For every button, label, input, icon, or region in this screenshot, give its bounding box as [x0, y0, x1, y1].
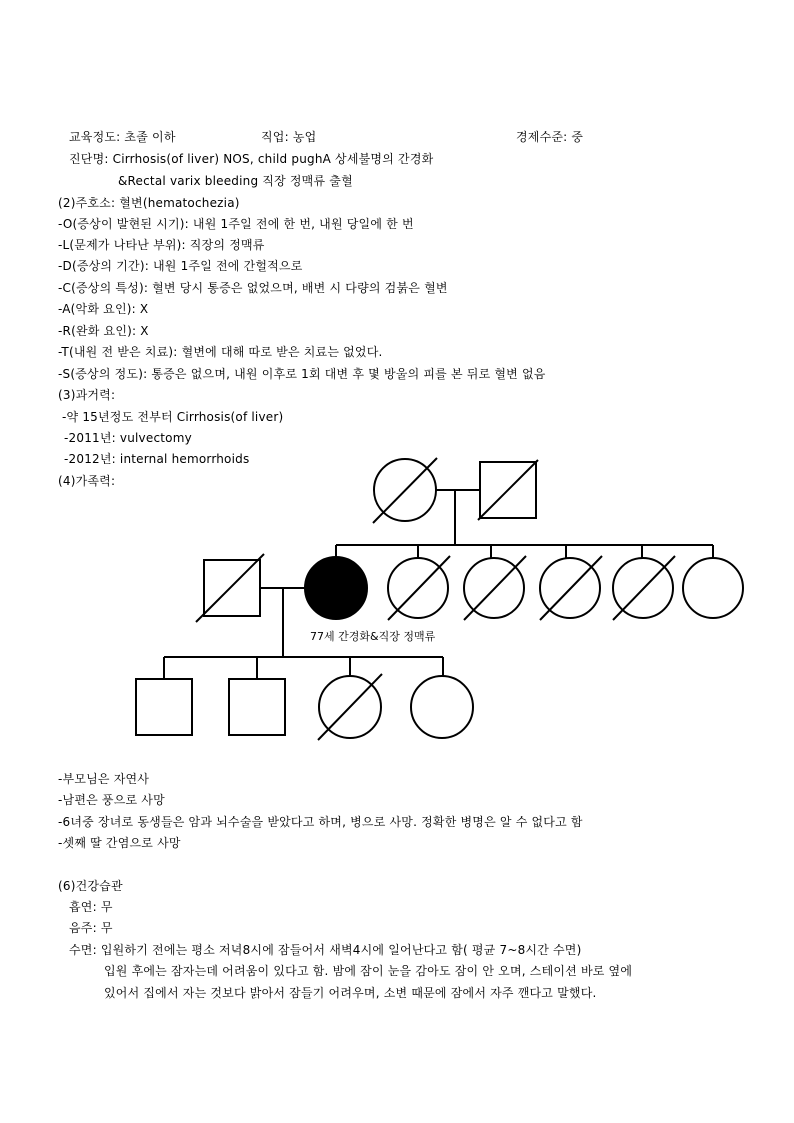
family-note: -셋째 딸 간염으로 사망: [58, 836, 181, 850]
complaint-item: -T(내원 전 받은 치료): 혈변에 대해 따로 받은 치료는 없었다.: [58, 345, 383, 359]
patient-affected: [305, 557, 367, 619]
family-note: -6녀중 장녀로 동생들은 암과 뇌수술을 받았다고 하며, 병으로 사망. 정확한 병명은 알 수 없다고 함: [58, 815, 583, 829]
daughter-living: [411, 676, 473, 738]
husband-deceased: [204, 560, 260, 616]
sleep-line-2: 입원 후에는 잠자는데 어려움이 있다고 함. 밤에 잠이 눈을 감아도 잠이 안 오며, 스테이션 바로 옆에: [104, 964, 633, 978]
occupation: 직업: 농업: [261, 130, 317, 144]
economic-status: 경제수준: 중: [516, 130, 584, 144]
complaint-item: -S(증상의 정도): 통증은 없으며, 내원 이후로 1회 대변 후 몇 방울의 피를 본 뒤로 혈변 없음: [58, 367, 546, 381]
chief-complaint-heading: (2)주호소: 혈변(hematochezia): [58, 196, 240, 210]
past-history-heading: (3)과거력:: [58, 388, 116, 402]
son: [229, 679, 285, 735]
drinking: 음주: 무: [69, 921, 113, 935]
complaint-item: -D(증상의 기간): 내원 1주일 전에 간헐적으로: [58, 259, 303, 273]
complaint-item: -A(악화 요인): X: [58, 302, 149, 316]
patient-label: 77세 간경화&직장 정맥류: [310, 630, 436, 643]
sister-living: [683, 558, 743, 618]
diagnosis-line-1: 진단명: Cirrhosis(of liver) NOS, child pughA 상세불명의 간경화: [69, 152, 434, 166]
sleep-line-1: 수면: 입원하기 전에는 평소 저녁8시에 잠들어서 새벽4시에 일어난다고 함( 평균 7~8시간 수면): [69, 943, 582, 957]
family-note: -남편은 풍으로 사망: [58, 793, 165, 807]
health-habits-heading: (6)건강습관: [58, 879, 123, 893]
complaint-item: -C(증상의 특성): 혈변 당시 통증은 없었으며, 배변 시 다량의 검붉은 혈변: [58, 281, 448, 295]
diagnosis-line-2: &Rectal varix bleeding 직장 정맥류 출혈: [118, 174, 353, 188]
sleep-line-3: 있어서 집에서 자는 것보다 밝아서 잠들기 어려우며, 소변 때문에 잠에서 자주 깬다고 말했다.: [104, 986, 597, 1000]
past-history-item: -약 15년정도 전부터 Cirrhosis(of liver): [62, 410, 284, 424]
complaint-item: -R(완화 요인): X: [58, 324, 149, 338]
complaint-item: -L(문제가 나타난 부위): 직장의 정맥류: [58, 238, 265, 252]
education-level: 교육정도: 초졸 이하: [69, 130, 176, 144]
past-history-item: -2012년: internal hemorrhoids: [64, 452, 250, 466]
family-note: -부모님은 자연사: [58, 772, 150, 786]
son: [136, 679, 192, 735]
family-history-heading: (4)가족력:: [58, 474, 116, 488]
complaint-item: -O(증상이 발현된 시기): 내원 1주일 전에 한 번, 내원 당일에 한 번: [58, 217, 414, 231]
past-history-item: -2011년: vulvectomy: [64, 431, 192, 445]
smoking: 흡연: 무: [69, 900, 113, 914]
